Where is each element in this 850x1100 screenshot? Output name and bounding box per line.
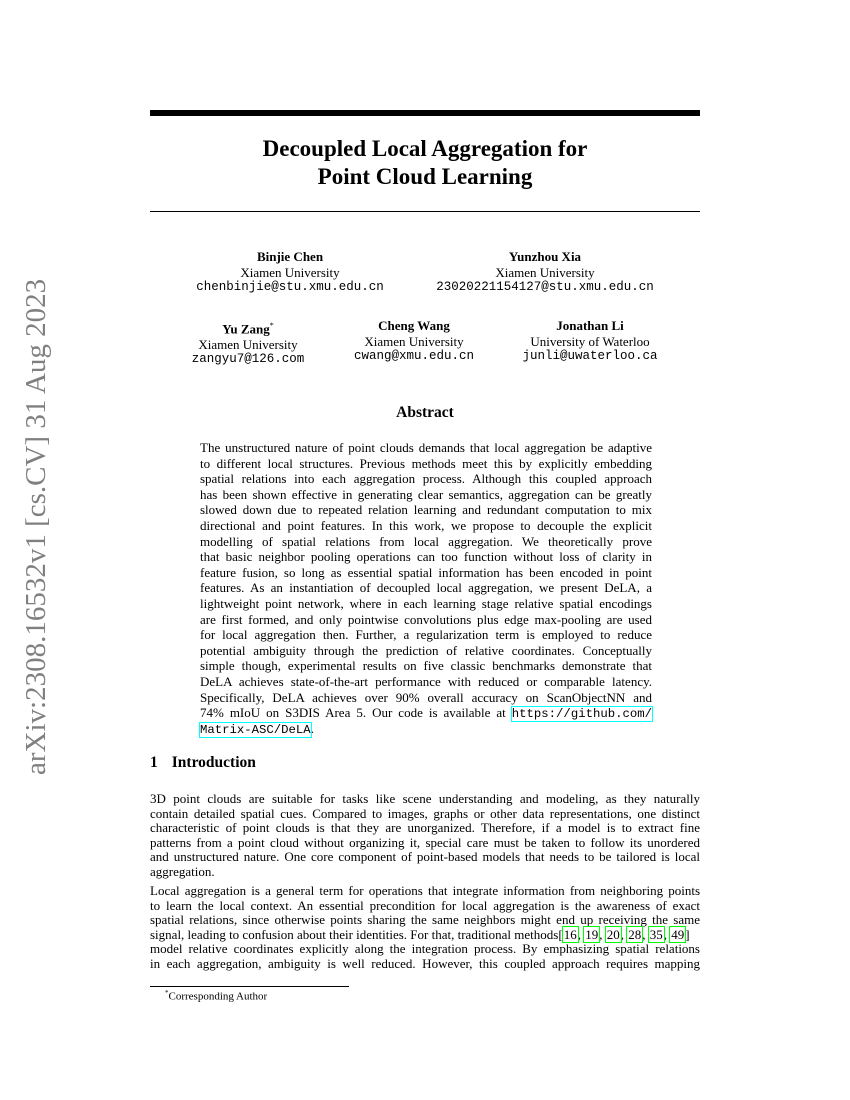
code-link[interactable]: Matrix-ASC/DeLA bbox=[200, 722, 311, 737]
author-name: Cheng Wang bbox=[378, 318, 450, 333]
text-line: model relative coordinates explicitly along the integration process. By emphasizing spatial relations bbox=[150, 941, 700, 957]
title-top-rule bbox=[150, 110, 700, 116]
author-name: Yunzhou Xia bbox=[508, 249, 582, 264]
text-line: DeLA achieves state-of-the-art performance with reduced or comparable latency. bbox=[200, 673, 652, 689]
text-line: has been shown effective in generating clear semantics, aggregation can be greatly bbox=[200, 486, 652, 502]
text-line: in each aggregation, ambiguity is well reduced. However, this coupled approach requires mapping bbox=[150, 955, 700, 971]
arxiv-stamp: arXiv:2308.16532v1 [cs.CV] 31 Aug 2023 bbox=[20, 278, 52, 775]
citation-group: [16, 19, 20, 28, 35, 49] bbox=[558, 926, 690, 942]
text-line bbox=[150, 928, 700, 943]
text-line: that basic neighbor pooling operations can too function without loss of clarity in bbox=[200, 549, 652, 565]
text-line: Specifically, DeLA achieves over 90% overall accuracy on ScanObjectNN and bbox=[200, 689, 652, 705]
text-span: signal, leading to confusion about their identities. For that, traditional methods bbox=[150, 926, 559, 942]
author-block bbox=[178, 318, 318, 368]
text-line: slowed down due to repeated relation learning and redundant computation to mix bbox=[200, 502, 652, 518]
abstract-heading: Abstract bbox=[396, 404, 454, 421]
author-affiliation: Xiamen University bbox=[364, 333, 464, 349]
text-line: and unstructured nature. One core component of point-based models that needs to be tailored is local bbox=[150, 849, 700, 865]
text-line: are first formed, and only pointwise convolutions plus edge max-pooling are used bbox=[200, 611, 652, 627]
text-line: characteristic of point clouds is that they are unorganized. Therefore, if a model is to extract fine bbox=[150, 820, 700, 836]
author-affiliation: Xiamen University bbox=[495, 264, 595, 280]
text-line: contain detailed spatial cues. Compared to images, graphs or other data representations, one distinct bbox=[150, 805, 700, 821]
author-email: junli@uwaterloo.ca bbox=[522, 349, 658, 363]
title-line: Point Cloud Learning bbox=[317, 164, 533, 189]
text-line bbox=[200, 705, 652, 721]
author-name: Binjie Chen bbox=[256, 249, 324, 264]
section-heading bbox=[150, 754, 270, 772]
title-line: Decoupled Local Aggregation for bbox=[262, 136, 588, 161]
author-block bbox=[515, 318, 665, 365]
abstract-body bbox=[200, 440, 652, 736]
citation-link[interactable]: 35 bbox=[649, 926, 663, 942]
citation-link[interactable]: 20 bbox=[606, 926, 620, 942]
author-affiliation: Xiamen University bbox=[240, 264, 340, 280]
footnote-text: Corresponding Author bbox=[168, 990, 268, 1003]
section-title: Introduction bbox=[171, 754, 256, 771]
intro-paragraph-2 bbox=[150, 884, 700, 972]
text-line: features. As an instantiation of decoupled local aggregation, we present DeLA, a bbox=[200, 580, 652, 596]
footnote-mark: * bbox=[165, 989, 169, 997]
text-span: . bbox=[310, 720, 314, 736]
text-line: simple though, experimental results on five classic benchmarks demonstrate that bbox=[200, 658, 652, 674]
author-email: zangyu7@126.com bbox=[191, 352, 305, 367]
text-line bbox=[200, 721, 652, 737]
citation-link[interactable]: 49 bbox=[671, 926, 685, 942]
text-line: for local aggregation then. Further, a regularization term is employed to reduce bbox=[200, 627, 652, 643]
text-line: spatial relations, since otherwise points sharing the same neighbors might end up receiving the same bbox=[150, 912, 700, 928]
author-name: Yu Zang bbox=[222, 321, 270, 337]
author-block bbox=[190, 249, 390, 296]
citation-link[interactable]: 19 bbox=[585, 926, 599, 942]
citation-link[interactable]: 28 bbox=[628, 926, 642, 942]
author-name: Jonathan Li bbox=[556, 318, 624, 333]
code-link[interactable]: https://github.com/ bbox=[511, 707, 652, 722]
text-line: patterns from a point cloud without organizing it, special care must be taken to follow its unordered bbox=[150, 834, 700, 850]
text-line: to different local structures. Previous methods meet this by explicitly embedding bbox=[200, 455, 652, 471]
author-email: chenbinjie@stu.xmu.edu.cn bbox=[196, 280, 384, 294]
author-affiliation: University of Waterloo bbox=[530, 333, 650, 349]
text-line: potential ambiguity through the prediction of relative coordinates. Conceptually bbox=[200, 642, 652, 658]
text-line: 3D point clouds are suitable for tasks like scene understanding and modeling, as they naturally bbox=[150, 791, 700, 806]
text-line: spatial relations into each aggregation process. Although this coupled approach bbox=[200, 471, 652, 487]
author-block bbox=[425, 249, 665, 296]
text-line: Local aggregation is a general term for operations that integrate information from neighboring points bbox=[150, 883, 700, 898]
author-block bbox=[344, 318, 484, 365]
author-email: 23020221154127@stu.xmu.edu.cn bbox=[436, 280, 654, 294]
corresponding-mark: * bbox=[269, 321, 274, 330]
intro-paragraph-1 bbox=[150, 792, 700, 880]
text-line: The unstructured nature of point clouds demands that local aggregation be adaptive bbox=[200, 440, 652, 455]
author-email: cwang@xmu.edu.cn bbox=[353, 349, 475, 363]
text-line: lightweight point network, where in each learning stage relative spatial encodings bbox=[200, 595, 652, 611]
footnote bbox=[165, 989, 267, 1003]
footnote-rule bbox=[150, 986, 349, 987]
text-line: feature fusion, so long as essential spatial information has been encoded in point bbox=[200, 564, 652, 580]
title-bottom-rule bbox=[150, 211, 700, 212]
section-number: 1 bbox=[150, 754, 158, 771]
author-affiliation: Xiamen University bbox=[198, 336, 298, 352]
text-line: directional and point features. In this work, we propose to decouple the explicit bbox=[200, 517, 652, 533]
citation-link[interactable]: 16 bbox=[563, 926, 577, 942]
paper-title bbox=[150, 135, 700, 191]
text-span: 74% mIoU on S3DIS Area 5. Our code is available at bbox=[200, 705, 512, 721]
text-line: aggregation. bbox=[150, 863, 215, 879]
text-line: modelling of spatial relations from local aggregation. We theoretically prove bbox=[200, 533, 652, 549]
text-line: to learn the local context. An essential precondition for local aggregation is the awareness of exact bbox=[150, 897, 700, 913]
